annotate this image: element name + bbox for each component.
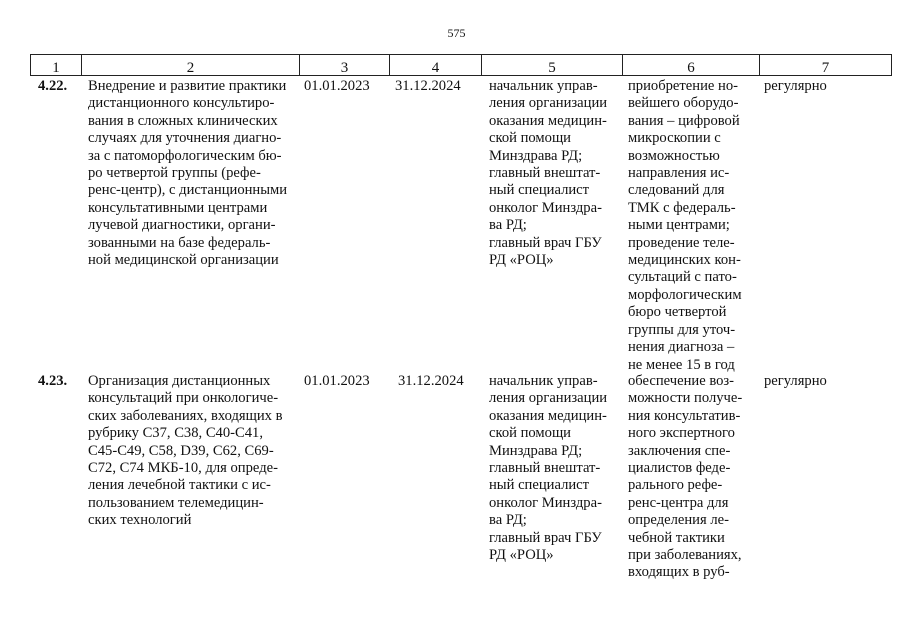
expected-result — [628, 78, 753, 374]
text-line: морфологическим — [628, 286, 742, 303]
end-date: 31.12.2024 — [398, 373, 464, 389]
text-line: обеспечение воз- — [628, 373, 735, 389]
text-line: Внедрение и развитие практики — [88, 78, 287, 94]
text-line: ления организации — [489, 95, 608, 112]
text-line: онколог Минздра- — [489, 494, 602, 511]
text-line: ро четвертой группы (рефе- — [88, 165, 261, 182]
column-header: 6 — [687, 60, 695, 76]
text-line: следований для — [628, 182, 725, 199]
text-line: консультаций при онкологиче- — [88, 390, 279, 407]
page-number: 575 — [447, 26, 466, 40]
text-line: ной медицинской организации — [88, 252, 279, 269]
text-line: оказания медицин- — [489, 112, 607, 129]
text-line: главный внештат- — [489, 460, 601, 477]
text-line: Минздрава РД; — [489, 147, 583, 164]
text-line: ный специалист — [489, 477, 590, 494]
text-line: начальник управ- — [489, 373, 598, 389]
text-line: случаях для уточнения диагно- — [88, 130, 282, 147]
column-header: 1 — [52, 60, 60, 76]
text-line: ва РД; — [489, 217, 527, 234]
text-line: ТМК с федераль- — [628, 199, 736, 216]
text-line: микроскопии с — [628, 130, 721, 147]
text-line: ного экспертного — [628, 425, 735, 442]
text-line: сультаций с пато- — [628, 269, 737, 286]
text-line: онколог Минздра- — [489, 199, 602, 216]
text-line: ренс-центр), с дистанционными — [88, 182, 288, 199]
text-line: входящих в руб- — [628, 564, 730, 581]
text-line: определения ле- — [628, 512, 729, 529]
column-divider — [891, 54, 892, 76]
text-line: Минздрава РД; — [489, 442, 583, 459]
column-header: 2 — [186, 60, 195, 76]
text-line: ления организации — [489, 390, 608, 407]
table-top-border — [30, 54, 892, 55]
item-description — [88, 373, 296, 530]
text-line: ными центрами; — [628, 217, 730, 234]
column-header: 4 — [431, 60, 440, 76]
text-line: ской помощи — [489, 130, 571, 147]
text-line: ный специалист — [489, 182, 590, 199]
text-line: возможностью — [628, 147, 720, 164]
text-line: вания – цифровой — [628, 112, 740, 129]
column-header: 7 — [821, 60, 830, 76]
text-line: группы для уточ- — [628, 321, 736, 338]
text-line: оказания медицин- — [489, 407, 607, 424]
text-line: при заболеваниях, — [628, 547, 742, 564]
text-line: рального рефе- — [628, 477, 723, 494]
end-date: 31.12.2024 — [395, 78, 461, 94]
text-line: ской помощи — [489, 425, 571, 442]
text-line: направления ис- — [628, 165, 730, 182]
text-line: ления лечебной тактики с ис- — [88, 477, 271, 494]
text-line: проведение теле- — [628, 234, 735, 251]
text-line: циалистов феде- — [628, 460, 731, 477]
text-line: ва РД; — [489, 512, 527, 529]
text-line: начальник управ- — [489, 78, 598, 94]
text-line: главный внештат- — [489, 165, 601, 182]
text-line: ренс-центра для — [628, 494, 729, 511]
text-line: лучевой диагностики, органи- — [88, 217, 276, 234]
text-line: нения диагноза – — [628, 339, 735, 356]
responsible-parties — [489, 373, 617, 564]
text-line: консультативными центрами — [88, 199, 268, 216]
text-line: зованными на базе федераль- — [88, 234, 271, 251]
text-line: чебной тактики — [628, 529, 725, 546]
text-line: С72, С74 МКБ-10, для опреде- — [88, 460, 278, 477]
text-line: не менее 15 в год — [628, 356, 735, 373]
column-header: 3 — [340, 60, 349, 76]
text-line: заключения спе- — [628, 442, 731, 459]
frequency: регулярно — [764, 78, 827, 94]
text-line: вания в сложных клинических — [88, 112, 278, 129]
text-line: можности получе- — [628, 390, 743, 407]
text-line: ских технологий — [88, 512, 192, 529]
text-line: главный врач ГБУ — [489, 234, 602, 251]
text-line: РД «РОЦ» — [489, 547, 554, 564]
text-line: рубрику С37, С38, С40-С41, — [88, 425, 263, 442]
text-line: вейшего оборудо- — [628, 95, 739, 112]
text-line: пользованием телемедицин- — [88, 494, 264, 511]
column-header: 5 — [548, 60, 556, 76]
text-line: Организация дистанционных — [88, 373, 271, 389]
start-date: 01.01.2023 — [304, 78, 370, 94]
text-line: дистанционного консультиро- — [88, 95, 275, 112]
text-line: ния консультатив- — [628, 407, 741, 424]
text-line: С45-С49, С58, D39, С62, С69- — [88, 442, 274, 459]
expected-result — [628, 373, 753, 582]
text-line: главный врач ГБУ — [489, 529, 602, 546]
text-line: приобретение но- — [628, 78, 738, 94]
responsible-parties — [489, 78, 617, 269]
text-line: ских заболеваниях, входящих в — [88, 407, 283, 424]
item-description — [88, 78, 296, 269]
text-line: бюро четвертой — [628, 304, 727, 321]
text-line: РД «РОЦ» — [489, 252, 554, 269]
text-line: медицинских кон- — [628, 252, 741, 269]
frequency: регулярно — [764, 373, 827, 389]
text-line: за с патоморфологическим бю- — [88, 147, 282, 164]
item-number: 4.23. — [38, 373, 68, 389]
item-number: 4.22. — [38, 78, 68, 94]
start-date: 01.01.2023 — [304, 373, 370, 389]
